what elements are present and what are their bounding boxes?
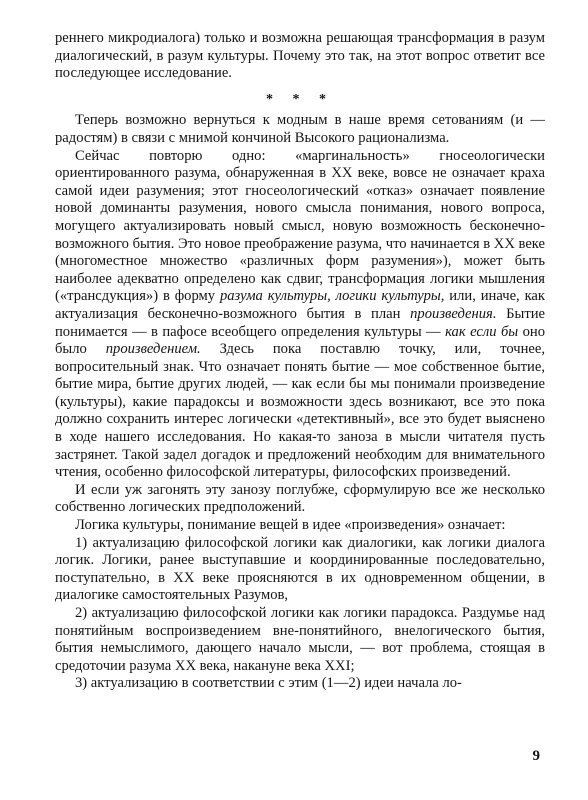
paragraph-continuation: реннего микродиалога) только и возможна решающая трансформация в разум диалогический, в разум культуры. Почему это так, на этот вопрос ответит все последующее исследование. (55, 30, 545, 82)
list-item: 1) актуализацию философской логики как диалогики, как логики диалога логик. Логики, ранее выступавшие и координированные последовательно, поступательно, в XX веке проясняются в их одновременном общении, в диалогике самостоятельных Разумов, (55, 534, 545, 604)
paragraph: Логика культуры, понимание вещей в идее «произведения» означает: (75, 517, 506, 534)
section-separator: * * * (266, 91, 334, 107)
page-number: 9 (532, 748, 540, 764)
paragraph: И если уж загонять эту занозу поглубже, сформулирую все же несколько собственно логических предположений. (55, 481, 545, 516)
document-page (55, 30, 545, 693)
list-item: 3) актуализацию в соответствии с этим (1—2) идеи начала ло- (75, 675, 462, 692)
paragraph: Теперь возможно вернуться к модным в наше время сетованиям (и — радостям) в связи с мнимой кончиной Высокого рационализма. (55, 112, 545, 146)
paragraph: Сейчас повторю одно: «маргинальность» гносеологически ориентированного разума, обнаруженная в XX веке, вовсе не означает краха самой идеи разумения; этот гносеологический «отказ» означает появление новой доминанты разумения, нового смысла понимания, нового вопроса, могущего актуализировать новый смысл, новую возможность бесконечно-возможного бытия. Это новое преображение разума, что начинается в XX веке (многоместное множество «различных форм разумения»), может быть наиболее адекватно определено как сдвиг, трансформация логики мышления («трансдукция») в форму разума культуры, логики культуры, или, иначе, как актуализация бесконечно-возможного бытия в план произведения. Бытие понимается — в пафосе всеобщего определения культуры — как если бы оно было произведением. Здесь пока поставлю точку, или, точнее, вопросительный знак. Что означает понять бытие — мое собственное бытие, бытие мира, бытие других людей, — как если бы мы понимали произведение (культуры), какие парадоксы и возможности здесь возникают, все это пока должно сохранить интерес логически «детективный», все это будет выяснено в ходе нашего исследования. Но какая-то заноза в мысли читателя пусть застрянет. Такой задел догадок и предложений необходим для внимательного чтения, особенно философской литературы, философских произведений. (55, 147, 546, 481)
list-item: 2) актуализацию философской логики как логики парадокса. Раздумье над понятийным воспроизведением вне-понятийного, внелогического бытия, бытия немыслимого, дающего начало мысли, — вот проблема, стоящая в средоточии разума XX века, накануне века XXI; (55, 605, 545, 674)
